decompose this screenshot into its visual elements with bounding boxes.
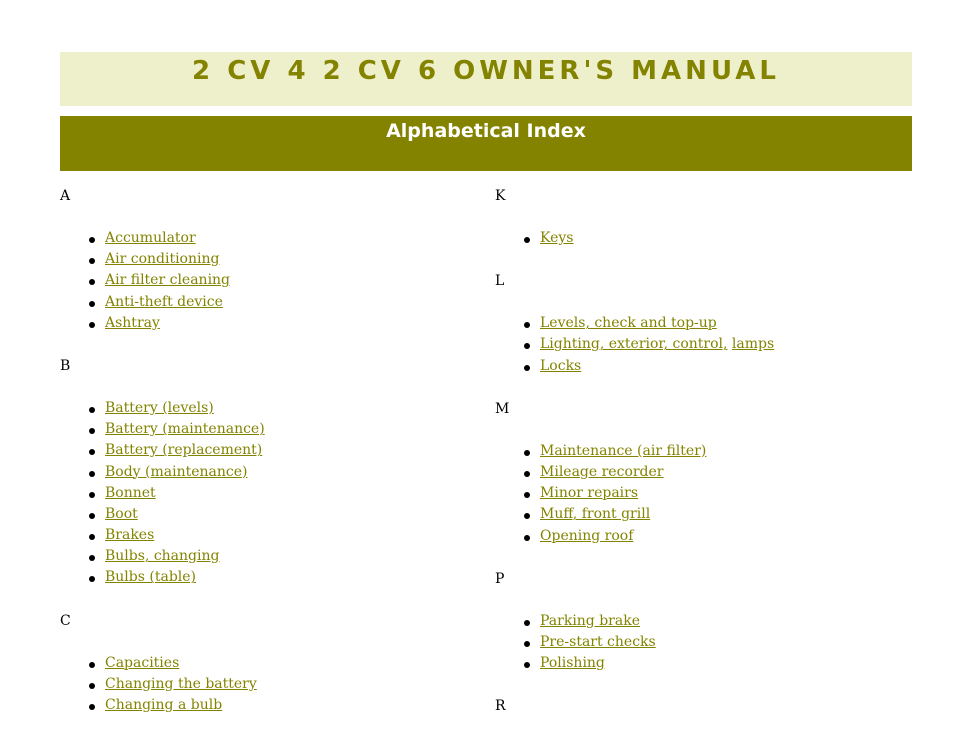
index-link[interactable]: Polishing xyxy=(540,655,605,672)
subtitle-bar xyxy=(60,116,912,171)
list-item xyxy=(495,228,895,249)
section-letter: L xyxy=(495,273,505,290)
list-item xyxy=(495,632,895,653)
list-item xyxy=(60,525,460,546)
page-title: 2 CV 4 2 CV 6 OWNER'S MANUAL xyxy=(192,56,780,86)
index-link[interactable]: Opening roof xyxy=(540,527,634,544)
list-item xyxy=(495,356,895,377)
index-link[interactable]: Capacities xyxy=(105,654,180,671)
index-link[interactable]: Battery (levels) xyxy=(105,399,214,416)
index-link[interactable]: Pre-start checks xyxy=(540,633,656,650)
index-link[interactable]: Lighting, exterior, control, xyxy=(540,336,728,353)
index-list xyxy=(60,398,460,589)
index-list xyxy=(60,653,460,717)
index-section-b xyxy=(60,356,460,589)
index-link[interactable]: Boot xyxy=(105,505,138,522)
index-section-k xyxy=(495,186,895,249)
index-link[interactable]: Battery (replacement) xyxy=(105,442,263,459)
index-column-left xyxy=(60,186,460,738)
index-link[interactable]: Air conditioning xyxy=(105,251,220,268)
section-letter: P xyxy=(495,570,505,587)
list-item xyxy=(60,504,460,525)
list-item xyxy=(60,440,460,461)
list-item xyxy=(60,462,460,483)
index-link[interactable]: Mileage recorder xyxy=(540,463,664,480)
index-link[interactable]: Bulbs (table) xyxy=(105,569,196,586)
index-list xyxy=(495,441,895,547)
list-item xyxy=(495,483,895,504)
index-link[interactable]: Bonnet xyxy=(105,484,156,501)
section-letter: A xyxy=(60,188,71,204)
index-list xyxy=(495,228,895,249)
index-list xyxy=(495,313,895,377)
list-item xyxy=(60,695,460,716)
list-item xyxy=(495,611,895,632)
section-letter: M xyxy=(495,400,510,417)
index-link[interactable]: Changing the battery xyxy=(105,675,257,692)
list-item xyxy=(495,653,895,674)
index-section-c xyxy=(60,611,460,717)
index-link[interactable]: Muff, front grill xyxy=(540,506,651,523)
list-item xyxy=(60,270,460,291)
index-link[interactable]: Maintenance (air filter) xyxy=(540,442,707,459)
index-section-r xyxy=(495,696,895,716)
index-link[interactable]: Locks xyxy=(540,357,582,374)
index-link-lamps[interactable]: lamps xyxy=(731,336,775,353)
title-bar xyxy=(60,52,912,106)
index-column-right xyxy=(495,186,895,738)
list-item xyxy=(60,483,460,504)
index-link[interactable]: Bulbs, changing xyxy=(105,548,220,565)
index-section-m xyxy=(495,399,895,547)
page-subtitle: Alphabetical Index xyxy=(386,120,586,142)
list-item xyxy=(495,462,895,483)
section-letter: B xyxy=(60,357,71,374)
list-item xyxy=(60,398,460,419)
index-link[interactable]: Levels, check and top-up xyxy=(540,315,717,332)
list-item xyxy=(495,313,895,334)
index-link[interactable]: Anti-theft device xyxy=(105,293,223,310)
index-link[interactable]: Air filter cleaning xyxy=(105,272,231,289)
list-item xyxy=(60,228,460,249)
index-link[interactable]: Ashtray xyxy=(105,314,160,331)
index-link[interactable]: Changing a bulb xyxy=(105,697,223,713)
index-link[interactable]: Battery (maintenance) xyxy=(105,421,265,438)
section-letter: K xyxy=(495,188,506,204)
index-section-p xyxy=(495,569,895,675)
list-item xyxy=(60,292,460,313)
list-item xyxy=(60,419,460,440)
index-link[interactable]: Minor repairs xyxy=(540,485,639,502)
index-link[interactable]: Keys xyxy=(540,230,574,246)
list-item xyxy=(60,567,460,588)
index-link[interactable]: Body (maintenance) xyxy=(105,463,248,480)
list-item xyxy=(495,504,895,525)
index-list xyxy=(60,228,460,334)
list-item xyxy=(60,249,460,270)
list-item xyxy=(495,334,895,355)
index-section-l xyxy=(495,271,895,377)
section-letter: R xyxy=(495,698,506,715)
index-link[interactable]: Accumulator xyxy=(105,230,196,246)
index-list xyxy=(495,611,895,675)
list-item xyxy=(495,441,895,462)
index-section-a xyxy=(60,186,460,334)
list-item xyxy=(60,674,460,695)
section-letter: C xyxy=(60,612,71,629)
list-item xyxy=(495,526,895,547)
index-link[interactable]: Parking brake xyxy=(540,612,640,629)
list-item xyxy=(60,313,460,334)
list-item xyxy=(60,653,460,674)
list-item xyxy=(60,546,460,567)
index-link[interactable]: Brakes xyxy=(105,527,155,544)
